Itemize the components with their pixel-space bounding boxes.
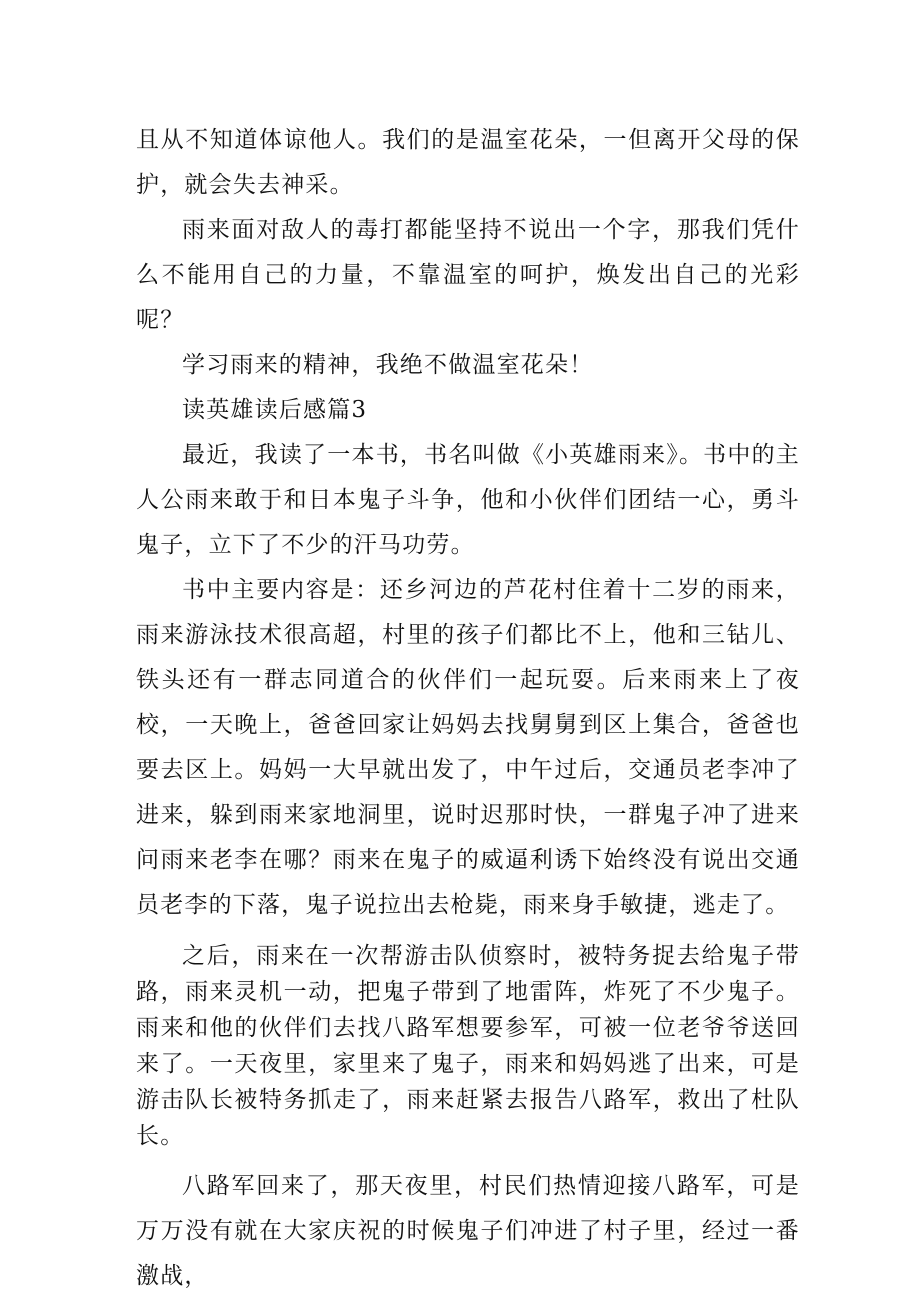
paragraph: 书中主要内容是：还乡河边的芦花村住着十二岁的雨来，雨来游泳技术很高超，村里的孩子们都比不上，他和三钻儿、铁头还有一群志同道合的伙伴们一起玩耍。后来雨来上了夜校，一天晚上，爸爸回家让妈妈去找舅舅到区上集合，爸爸也要去区上。妈妈一大早就出发了，中午过后，交通员老李冲了进来，躲到雨来家地洞里，说时迟那时快，一群鬼子冲了进来问雨来老李在哪？雨来在鬼子的威逼利诱下始终没有说出交通员老李的下落，鬼子说拉出去枪毙，雨来身手敏捷，逃走了。 [136, 577, 800, 918]
paragraph: 最近，我读了一本书，书名叫做《小英雄雨来》。书中的主人公雨来敢于和日本鬼子斗争，他和小伙伴们团结一心，勇斗鬼子，立下了不少的汗马功劳。 [136, 442, 800, 558]
paragraph: 八路军回来了，那天夜里，村民们热情迎接八路军，可是万万没有就在大家庆祝的时候鬼子们冲进了村子里，经过一番激战， [136, 1173, 800, 1289]
paragraph: 雨来面对敌人的毒打都能坚持不说出一个字，那我们凭什么不能用自己的力量，不靠温室的呵护，焕发出自己的光彩呢？ [136, 217, 800, 333]
paragraph: 学习雨来的精神，我绝不做温室花朵！ [182, 352, 594, 378]
paragraph-continuation: 且从不知道体谅他人。我们的是温室花朵，一但离开父母的保护，就会失去神采。 [136, 127, 800, 198]
document-body [136, 118, 800, 1299]
paragraph: 之后，雨来在一次帮游击队侦察时，被特务捉去给鬼子带路，雨来灵机一动，把鬼子带到了地雷阵，炸死了不少鬼子。雨来和他的伙伴们去找八路军想要参军，可被一位老爷爷送回来了。一天夜里，家里来了鬼子，雨来和妈妈逃了出来，可是游击队长被特务抓走了，雨来赶紧去报告八路军，救出了杜队长。 [136, 943, 800, 1149]
section-heading: 读英雄读后感篇3 [182, 397, 368, 423]
